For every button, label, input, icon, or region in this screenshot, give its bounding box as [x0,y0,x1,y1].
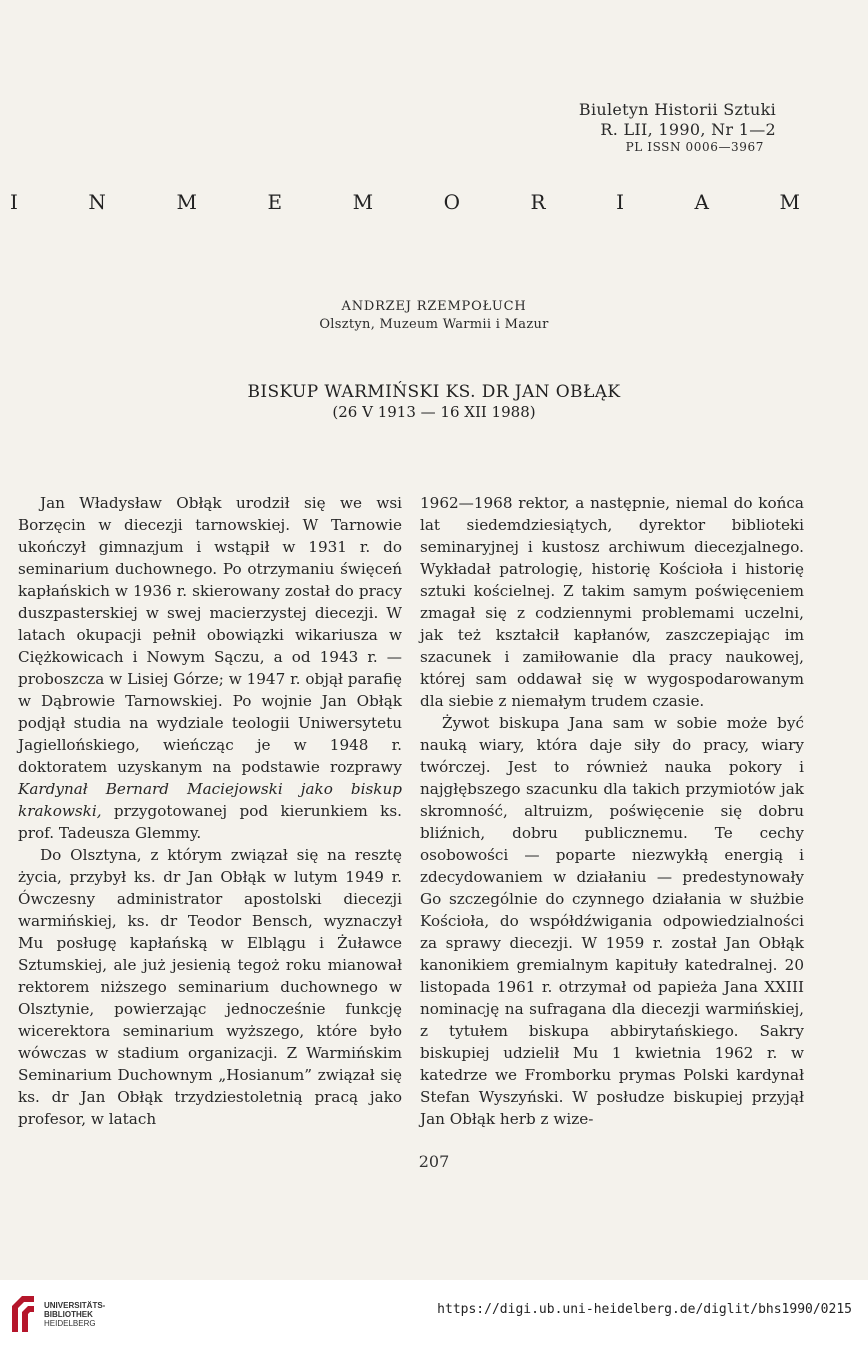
left-column [18,492,402,1130]
paragraph [18,492,402,844]
article-title-block [0,382,868,422]
memoriam-letter: O [443,190,460,214]
page-number: 207 [418,1152,450,1171]
paragraph: 1962—1968 rektor, a następnie, niemal do końca lat siedemdziesiątych, dyrektor biblioteki seminaryjnej i kustosz archiwum diecezjalnego. Wykładał patrologię, historię Kościoła i historię sztuki kościelnej. Z takim samym poświęceniem zmagał się z codziennymi problemami uczelni, jak też kształcił kapłanów, zaszczepiając im szacunek i zamiłowanie dla pracy naukowej, której sam oddawał się w wygospodarowanym dla siebie z niemałym trudem czasie. [420,494,804,710]
journal-header [579,100,776,154]
right-column [420,492,804,1130]
memoriam-letter: R [530,190,546,214]
memoriam-letter: E [267,190,283,214]
library-line: HEIDELBERG [44,1318,96,1328]
library-logo[interactable] [8,1292,105,1336]
text-run: przygotowanej pod kierunkiem ks. prof. Tadeusza Glemmy. [18,802,402,842]
journal-title: Biuletyn Historii Sztuki [578,100,776,119]
author-name: ANDRZEJ RZEMPOŁUCH [341,299,527,314]
in-memoriam-heading [10,190,800,214]
library-name [44,1301,105,1328]
article-dates: (26 V 1913 — 16 XII 1988) [332,403,536,421]
text-run: Jan Władysław Obłąk urodził się we wsi Borzęcin w diecezji tarnowskiej. W Tarnowie ukończył gimnazjum i wstąpił w 1931 r. do seminarium duchownego. Po otrzymaniu święceń kapłańskich w 1936 r. skierowany został do pracy duszpasterskiej w swej macierzystej diecezji. W latach okupacji pełnił obowiązki wikariusza w Ciężkowicach i Nowym Sączu, a od 1943 r. — proboszcza w Lisiej Górze; w 1947 r. objął parafię w Dąbrowie Tarnowskiej. Po wojnie Jan Obłąk podjął studia na wydziale teologii Uniwersytetu Jagiellońskiego, wieńcząc je w 1948 r. doktoratem uzyskanym na podstawie rozprawy [18,494,402,776]
memoriam-letter: A [694,190,709,214]
viewer-footer [0,1280,868,1348]
memoriam-letter: I [10,190,18,214]
library-line: BIBLIOTHEK [44,1309,93,1319]
memoriam-letter: M [779,190,800,214]
journal-issn: PL ISSN 0006—3967 [625,140,764,154]
article-title: BISKUP WARMIŃSKI KS. DR JAN OBŁĄK [247,382,621,402]
permalink-url[interactable]: https://digi.ub.uni-heidelberg.de/diglit/bhs1990/0215 [437,1302,852,1317]
journal-volume: R. LII, 1990, Nr 1—2 [600,120,776,139]
paragraph: Do Olsztyna, z którym związał się na resztę życia, przybył ks. dr Jan Obłąk w lutym 1949 r. Ówczesny administrator apostolski diecezji warmińskiej, ks. dr Teodor Bensch, wyznaczył Mu posługę kapłańską w Elblągu i Żuławce Sztumskiej, ale już jesienią tegoż roku mianował rektorem niższego seminarium duchownego w Olsztynie, powierzając jednocześnie funkcję wicerektora seminarium wyższego, które było wówczas w stadium organizacji. Z Warmińskim Seminarium Duchownym „Hosianum” związał się ks. dr Jan Obłąk trzydziestoletnią pracą jako profesor, w latach [18,846,402,1128]
paragraph: Żywot biskupa Jana sam w sobie może być nauką wiary, która daje siły do pracy, wiary twórczej. Jest to również nauka pokory i najgłębszego szacunku dla takich przymiotów jak skromność, altruizm, poświęcenie się dobru bliźnich, dobru publicznemu. Te cechy osobowości — poparte niezwykłą energią i zdecydowaniem w działaniu — predestynowały Go szczególnie do czynnego działania w służbie Kościoła, do współdźwigania odpowiedzialności za sprawy diecezji. W 1959 r. został Jan Obłąk kanonikiem gremialnym kapituły katedralnej. 20 listopada 1961 r. otrzymał od papieża Jana XXIII nominację na sufragana dla diecezji warmińskiej, z tytułem biskupa abbirytańskiego. Sakry biskupiej udzielił Mu 1 kwietnia 1962 r. w katedrze we Fromborku prymas Polski kardynał Stefan Wyszyński. W posłudze biskupiej przyjął Jan Obłąk herb z wize- [420,714,804,1128]
memoriam-letter: I [616,190,624,214]
memoriam-letter: N [88,190,106,214]
heidelberg-logo-icon [8,1292,38,1336]
author-affiliation: Olsztyn, Muzeum Warmii i Mazur [319,317,549,332]
memoriam-letter: M [352,190,374,214]
author-block [0,298,868,334]
italic-book-title: Kardynał Bernard Maciejowski jako biskup krakowski, [18,780,402,820]
library-line: UNIVERSITÄTS- [44,1300,106,1310]
memoriam-letter: M [176,190,197,214]
